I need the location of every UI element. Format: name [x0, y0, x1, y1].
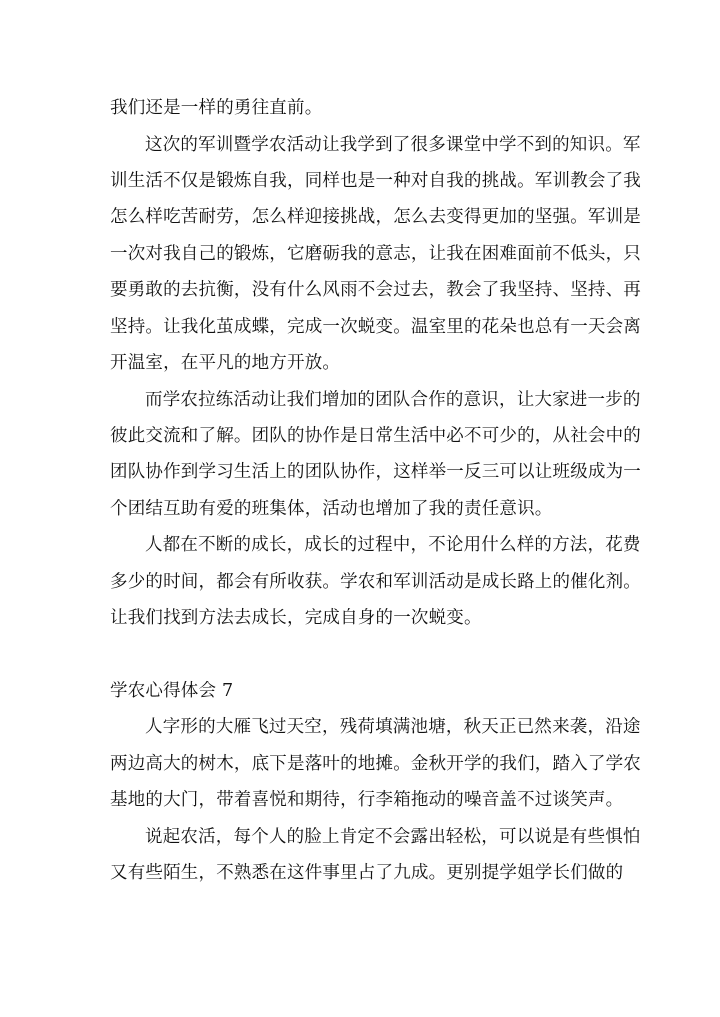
paragraph-line: 要勇敢的去抗衡，没有什么风雨不会过去，教会了我坚持、坚持、再: [110, 280, 641, 300]
paragraph-line: 我们还是一样的勇往直前。: [110, 98, 323, 118]
paragraph-first-line: 人都在不断的成长，成长的过程中，不论用什么样的方法，花费: [145, 535, 641, 555]
paragraph-line: 个团结互助有爱的班集体，活动也增加了我的责任意识。: [110, 499, 553, 519]
paragraph-first-line: 说起农活，每个人的脸上肯定不会露出轻松，可以说是有些惧怕: [145, 827, 641, 847]
paragraph-line: 多少的时间，都会有所收获。学农和军训活动是成长路上的催化剂。: [110, 572, 641, 592]
paragraph-first-line: 而学农拉练活动让我们增加的团队合作的意识，让大家进一步的: [145, 390, 641, 410]
paragraph-line: 彼此交流和了解。团队的协作是日常生活中必不可少的，从社会中的: [110, 426, 641, 446]
paragraph-line: 坚持。让我化茧成蝶，完成一次蜕变。温室里的花朵也总有一天会离: [110, 317, 641, 337]
paragraph-line: 开温室，在平凡的地方开放。: [110, 353, 341, 373]
paragraph-first-line: 人字形的大雁飞过天空，残荷填满池塘，秋天正已然来袭，沿途: [145, 717, 641, 737]
section-heading: 学农心得体会 7: [110, 681, 234, 701]
paragraph-line: 又有些陌生，不熟悉在这件事里占了九成。更别提学姐学长们做的: [110, 863, 624, 883]
paragraph-line: 一次对我自己的锻炼，它磨砺我的意志，让我在困难面前不低头，只: [110, 244, 641, 264]
paragraph-first-line: 这次的军训暨学农活动让我学到了很多课堂中学不到的知识。军: [145, 135, 641, 155]
paragraph-line: 怎么样吃苦耐劳，怎么样迎接挑战，怎么去变得更加的坚强。军训是: [110, 207, 641, 227]
paragraph-line: 团队协作到学习生活上的团队协作，这样举一反三可以让班级成为一: [110, 462, 641, 482]
paragraph-line: 训生活不仅是锻炼自我，同样也是一种对自我的挑战。军训教会了我: [110, 171, 641, 191]
paragraph-line: 基地的大门，带着喜悦和期待，行李箱拖动的噪音盖不过谈笑声。: [110, 790, 624, 810]
paragraph-line: 让我们找到方法去成长，完成自身的一次蜕变。: [110, 608, 482, 628]
paragraph-line: 两边高大的树木，底下是落叶的地摊。金秋开学的我们，踏入了学农: [110, 754, 641, 774]
